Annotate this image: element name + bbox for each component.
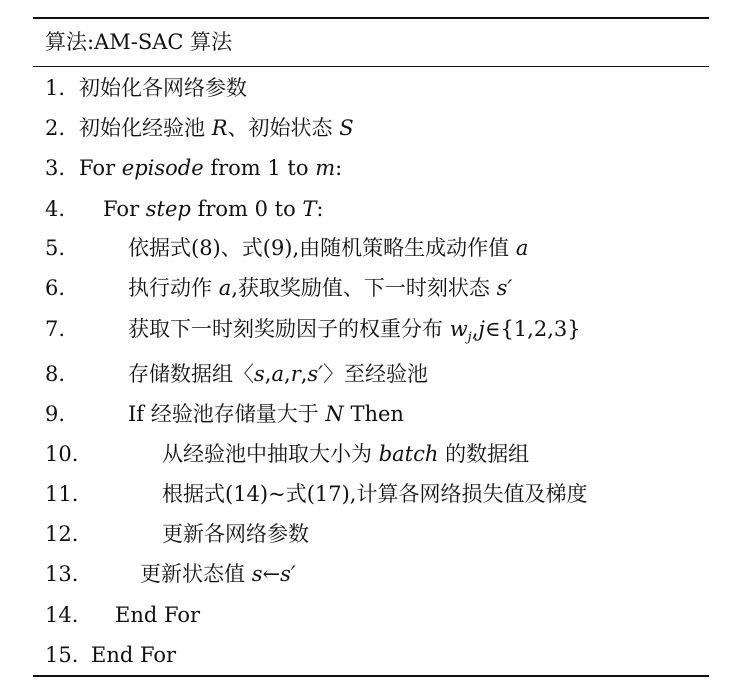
table-top-rule (33, 17, 709, 19)
step-text: For step from 0 to T: (103, 197, 324, 221)
step-text: 初始化各网络参数 (79, 76, 247, 100)
step-text: 获取下一时刻奖励因子的权重分布 $w_j,j\in\{1,2,3\}$ (128, 317, 581, 345)
step-text: For episode from 1 to m: (79, 156, 343, 180)
step-text: 依据式(8)、式(9),由随机策略生成动作值 a (128, 236, 529, 260)
table-bottom-rule (33, 675, 709, 677)
step-text: 更新各网络参数 (162, 522, 309, 546)
step-text: 初始化经验池 R、初始状态 S (79, 116, 354, 140)
step-text: If 经验池存储量大于 N Then (128, 402, 404, 426)
step-text: 存储数据组〈s,a,r,s′〉至经验池 (128, 362, 428, 386)
step-text: 更新状态值 s←s′ (140, 562, 296, 586)
algorithm-title: 算法:AM-SAC 算法 (45, 30, 233, 54)
step-text: 根据式(14)~式(17),计算各网络损失值及梯度 (162, 482, 588, 506)
step-text: 从经验池中抽取大小为 batch 的数据组 (162, 442, 530, 466)
table-header-rule (33, 66, 709, 67)
step-text: End For (91, 643, 177, 667)
step-text: 执行动作 a,获取奖励值、下一时刻状态 s′ (128, 276, 513, 300)
step-text: End For (115, 603, 201, 627)
